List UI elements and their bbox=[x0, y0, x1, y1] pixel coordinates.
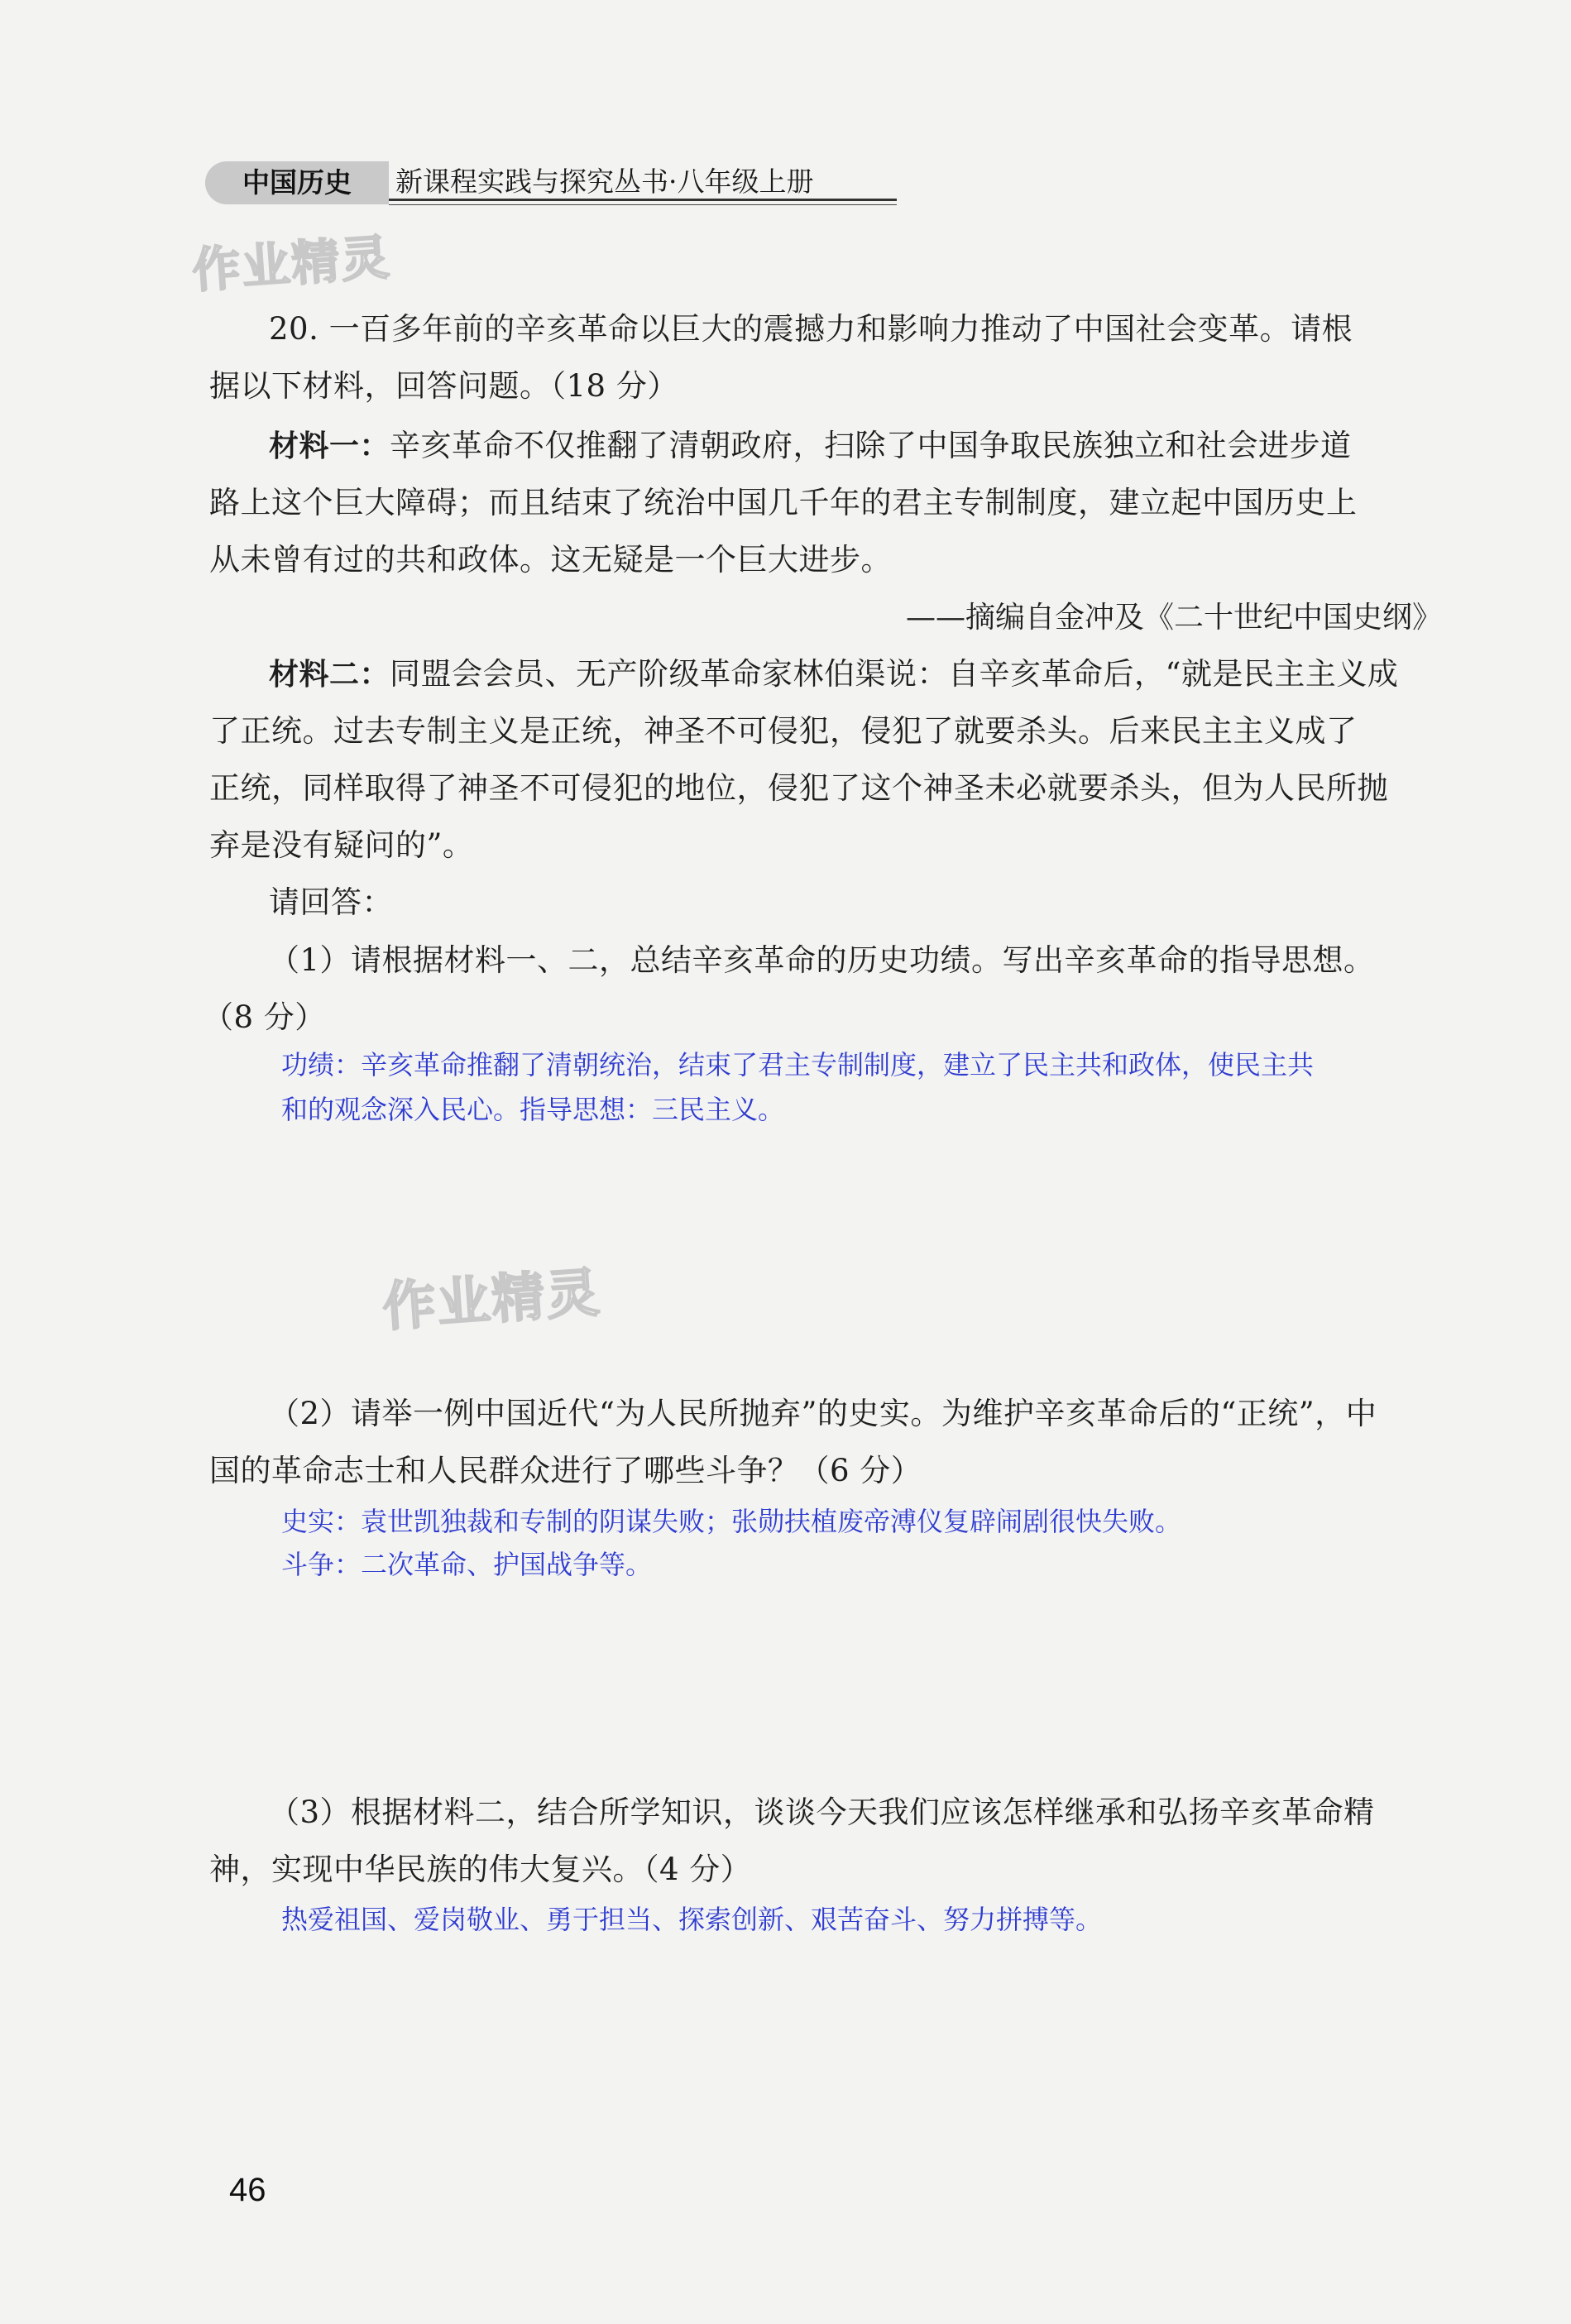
sub3-line-1: （3）根据材料二，结合所学知识，谈谈今天我们应该怎样继承和弘扬辛亥革命精 bbox=[269, 1795, 1375, 1830]
question-line-1: 20. 一百多年前的辛亥革命以巨大的震撼力和影响力推动了中国社会变革。请根 bbox=[269, 311, 1353, 347]
sub2-answer-line-2: 斗争：二次革命、护国战争等。 bbox=[281, 1549, 653, 1580]
material1-source: ——摘编自金冲及《二十世纪中国史纲》 bbox=[905, 601, 1442, 635]
sub1-line-1: （1）请根据材料一、二，总结辛亥革命的历史功绩。写出辛亥革命的指导思想。 bbox=[269, 942, 1375, 978]
material2-label: 材料二： bbox=[269, 658, 390, 692]
material1-line-2: 路上这个巨大障碍；而且结束了统治中国几千年的君主专制制度，建立起中国历史上 bbox=[209, 485, 1358, 520]
header-rule bbox=[389, 199, 897, 201]
material1-line-3: 从未曾有过的共和政体。这无疑是一个巨大进步。 bbox=[209, 542, 892, 577]
sub2-line-1: （2）请举一例中国近代“为人民所抛弃”的史实。为维护辛亥革命后的“正统”，中 bbox=[269, 1396, 1377, 1431]
material2-line-3: 正统，同样取得了神圣不可侵犯的地位，侵犯了这个神圣未必就要杀头，但为人民所抛 bbox=[209, 770, 1388, 806]
question-line-2: 据以下材料，回答问题。（18 分） bbox=[209, 368, 678, 404]
page-number: 46 bbox=[229, 2172, 266, 2208]
sub2-line-2: 国的革命志士和人民群众进行了哪些斗争？（6 分） bbox=[209, 1453, 922, 1488]
watermark-logo-middle: 作业精灵 bbox=[381, 1262, 603, 1339]
subject-badge: 中国历史 bbox=[205, 161, 389, 204]
sub2-answer-line-1: 史实：袁世凯独裁和专制的阴谋失败；张勋扶植废帝溥仪复辟闹剧很快失败。 bbox=[281, 1506, 1182, 1537]
watermark-logo: 作业精灵 bbox=[190, 228, 393, 299]
material1-line-1: 材料一：辛亥革命不仅推翻了清朝政府，扫除了中国争取民族独立和社会进步道 bbox=[269, 428, 1352, 463]
sub1-answer-line-2: 和的观念深入民心。指导思想：三民主义。 bbox=[281, 1094, 785, 1125]
answer-prompt: 请回答： bbox=[269, 884, 393, 920]
sub1-line-2: （8 分） bbox=[203, 999, 326, 1035]
header-rule-thin bbox=[389, 204, 897, 205]
material2-line-1: 材料二：同盟会会员、无产阶级革命家林伯渠说：自辛亥革命后，“就是民主主义成 bbox=[269, 656, 1399, 692]
sub3-answer-line-1: 热爱祖国、爱岗敬业、勇于担当、探索创新、艰苦奋斗、努力拼搏等。 bbox=[281, 1904, 1103, 1935]
sub3-line-2: 神，实现中华民族的伟大复兴。（4 分） bbox=[209, 1852, 752, 1887]
sub1-answer-line-1: 功绩：辛亥革命推翻了清朝统治，结束了君主专制制度，建立了民主共和政体，使民主共 bbox=[281, 1049, 1315, 1081]
series-title: 新课程实践与探究丛书·八年级上册 bbox=[395, 165, 814, 198]
material2-line-2: 了正统。过去专制主义是正统，神圣不可侵犯，侵犯了就要杀头。后来民主主义成了 bbox=[209, 713, 1358, 749]
material1-label: 材料一： bbox=[269, 429, 390, 463]
material2-line-4: 弃是没有疑问的”。 bbox=[209, 827, 474, 863]
